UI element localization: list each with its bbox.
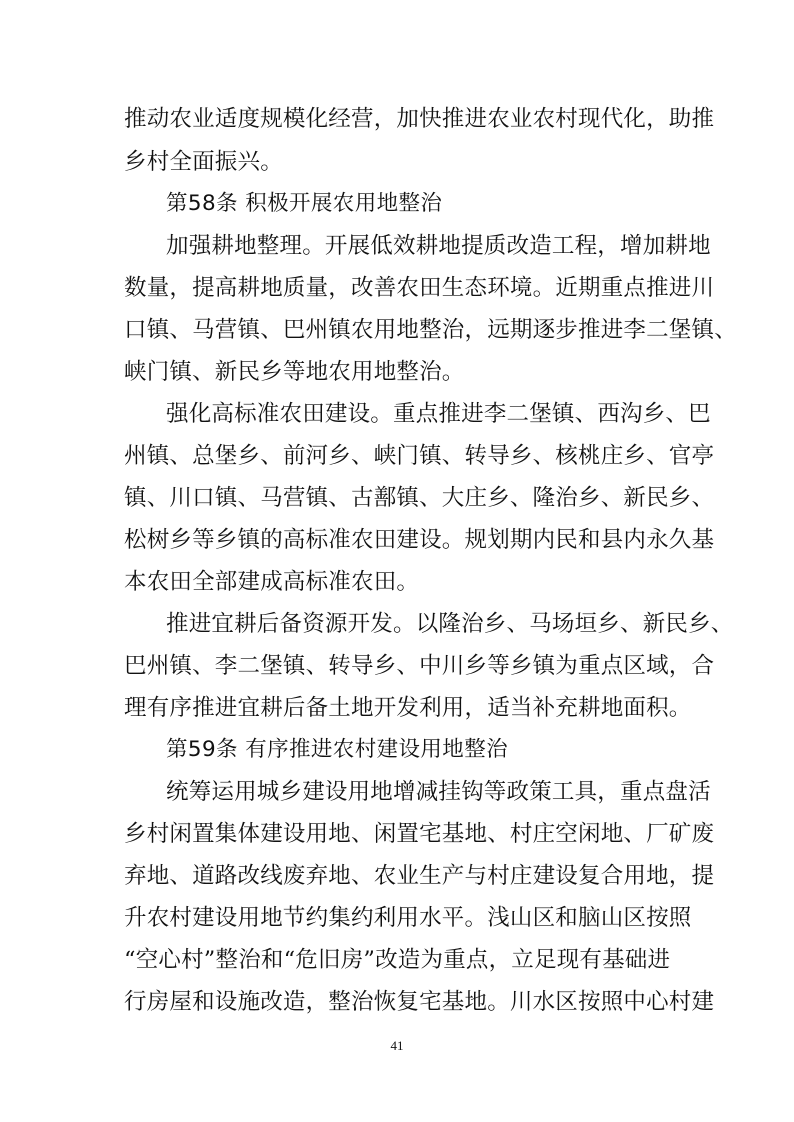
paragraph-cultivated-land-line-4: 峡门镇、新民乡等地农用地整治。 [124,359,465,385]
paragraph-text: 以隆治乡、马场垣乡、新民乡、 [415,611,734,637]
paragraph-text: 重点推进李二堡镇、西沟乡、巴 [393,401,711,427]
paragraph-rural-land-line-3: 弃地、道路改线废弃地、农业生产与村庄建设复合用地，提 [124,863,715,889]
paragraph-rural-land-line-6: 行房屋和设施改造，整治恢复宅基地。川水区按照中心村建 [124,989,715,1015]
paragraph-lead: 推进宜耕后备资源开发。 [166,611,416,637]
paragraph-farmland-line-3: 镇、川口镇、马营镇、古鄯镇、大庄乡、隆治乡、新民乡、 [124,485,715,511]
paragraph-cultivated-land-line-2: 数量，提高耕地质量，改善农田生态环境。近期重点推进川 [124,275,715,301]
paragraph-cultivated-land-line-3: 口镇、马营镇、巴州镇农用地整治，远期逐步推进李二堡镇、 [124,317,737,343]
paragraph-rural-land-line-4: 升农村建设用地节约集约利用水平。浅山区和脑山区按照 [124,905,692,931]
paragraph-reserve-line-1 [166,609,734,639]
paragraph-farmland-line-2: 州镇、总堡乡、前河乡、峡门镇、转导乡、核桃庄乡、官亭 [124,443,715,469]
article-59-heading: 第59条 有序推进农村建设用地整治 [166,737,508,762]
paragraph-farmland-line-1 [166,399,711,429]
paragraph-reserve-line-2: 巴州镇、李二堡镇、转导乡、中川乡等乡镇为重点区域，合 [124,653,715,679]
paragraph-farmland-line-4: 松树乡等乡镇的高标准农田建设。规划期内民和县内永久基 [124,527,715,553]
paragraph-text: 开展低效耕地提质改造工程，增加耕地 [324,233,711,259]
paragraph-lead: 加强耕地整理。 [166,233,325,259]
paragraph-farmland-line-5: 本农田全部建成高标准农田。 [124,569,420,595]
paragraph-rural-land-line-1: 统筹运用城乡建设用地增减挂钩等政策工具，重点盘活 [166,779,711,805]
paragraph-rural-land-line-5: “空心村”整治和“危旧房”改造为重点，立足现有基础进 [124,947,671,973]
continuation-line-1: 推动农业适度规模化经营，加快推进农业农村现代化，助推 [124,106,715,132]
paragraph-rural-land-line-2: 乡村闲置集体建设用地、闲置宅基地、村庄空闲地、厂矿废 [124,821,715,847]
paragraph-reserve-line-3: 理有序推进宜耕后备土地开发利用，适当补充耕地面积。 [124,695,692,721]
page-number: 41 [390,1038,404,1053]
continuation-line-2: 乡村全面振兴。 [124,149,283,175]
article-58-heading: 第58条 积极开展农用地整治 [166,191,443,216]
paragraph-lead: 强化高标准农田建设。 [166,401,394,427]
paragraph-cultivated-land-line-1 [166,231,711,261]
